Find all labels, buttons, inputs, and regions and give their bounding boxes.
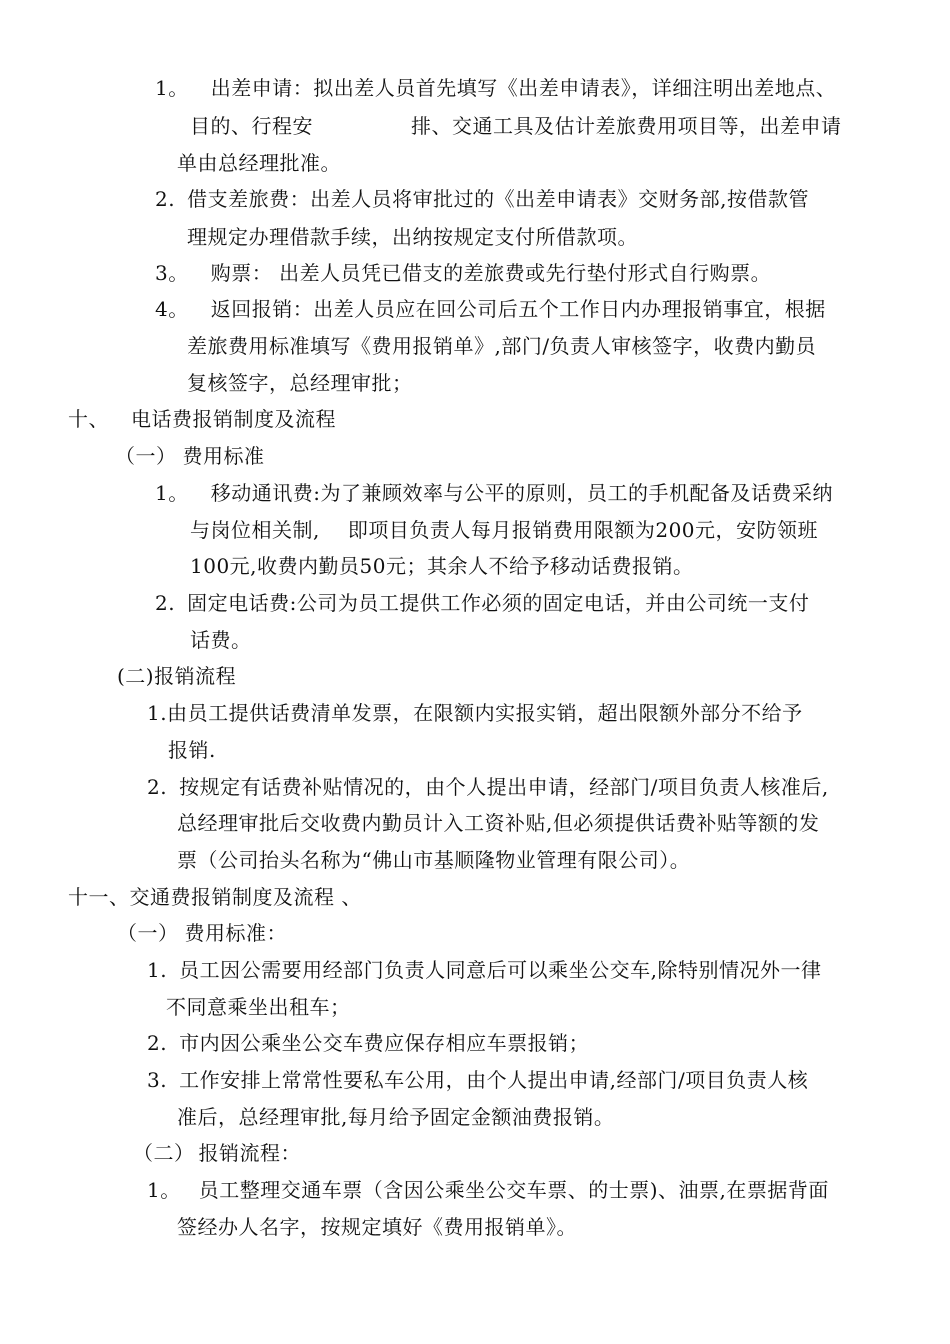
- s11-flow-1-line-2: 签经办人名字，按规定填好《费用报销单》。: [177, 1215, 577, 1239]
- s11-item-1-line-1: 1. 员工因公需要用经部门负责人同意后可以乘坐公交车,除特别情况外一律: [147, 958, 822, 982]
- s10-item-1-line-3: 100元,收费内勤员50元；其余人不给予移动话费报销。: [190, 554, 694, 578]
- s10-item-1-line-2: 与岗位相关制, 即项目负责人每月报销费用限额为200元，安防领班: [190, 518, 819, 542]
- s9-item-1-line-2: 目的、行程安 排、交通工具及估计差旅费用项目等，出差申请: [190, 114, 842, 138]
- s10-item-1-line-1: 1。 移动通讯费:为了兼顾效率与公平的原则，员工的手机配备及话费采纳: [155, 481, 833, 505]
- s10-flow-1-line-1: 1.由员工提供话费清单发票，在限额内实报实销，超出限额外部分不给予: [147, 701, 803, 725]
- s9-item-4-line-3: 复核签字，总经理审批；: [187, 371, 413, 395]
- s11-item-1-line-2: 不同意乘坐出租车；: [166, 995, 351, 1019]
- s10-flow-2-line-2: 总经理审批后交收费内勤员计入工资补贴,但必须提供话费补贴等额的发: [177, 811, 820, 835]
- s9-item-1-line-3: 单由总经理批准。: [177, 151, 341, 175]
- s9-item-2-line-2: 理规定办理借款手续，出纳按规定支付所借款项。: [187, 225, 638, 249]
- s11-sub-1-heading: （一） 费用标准：: [117, 921, 287, 945]
- s10-sub-1-heading: （一） 费用标准: [115, 444, 265, 468]
- s9-item-4-line-2: 差旅费用标准填写《费用报销单》,部门/负责人审核签字，收费内勤员: [187, 334, 817, 358]
- s10-flow-1-line-2: 报销.: [168, 738, 216, 762]
- s9-item-2-line-1: 2. 借支差旅费：出差人员将审批过的《出差申请表》交财务部,按借款管: [155, 187, 809, 211]
- s11-flow-1-line-1: 1。 员工整理交通车票（含因公乘坐公交车票、的士票)、油票,在票据背面: [147, 1178, 829, 1202]
- section-10-heading: 十、 电话费报销制度及流程: [68, 407, 336, 431]
- s10-flow-2-line-3: 票（公司抬头名称为“佛山市基顺隆物业管理有限公司）。: [177, 848, 691, 872]
- s11-item-3-line-1: 3. 工作安排上常常性要私车公用，由个人提出申请,经部门/项目负责人核: [147, 1068, 809, 1092]
- s10-item-2-line-1: 2. 固定电话费:公司为员工提供工作必须的固定电话，并由公司统一支付: [155, 591, 810, 615]
- s9-item-3-line-1: 3。 购票： 出差人员凭已借支的差旅费或先行垫付形式自行购票。: [155, 261, 772, 285]
- section-11-heading: 十一、交通费报销制度及流程 、: [68, 885, 362, 909]
- s10-flow-2-line-1: 2. 按规定有话费补贴情况的，由个人提出申请，经部门/项目负责人核准后,: [147, 775, 829, 799]
- s10-sub-2-heading: (二)报销流程: [117, 664, 237, 688]
- s10-item-2-line-2: 话费。: [190, 628, 252, 652]
- s11-item-2-line-1: 2. 市内因公乘坐公交车费应保存相应车票报销；: [147, 1031, 590, 1055]
- s11-item-3-line-2: 准后，总经理审批,每月给予固定金额油费报销。: [177, 1105, 615, 1129]
- s11-sub-2-heading: （二） 报销流程：: [133, 1141, 301, 1165]
- s9-item-4-line-1: 4。 返回报销：出差人员应在回公司后五个工作日内办理报销事宜，根据: [155, 297, 826, 321]
- s9-item-1-line-1: 1。 出差申请：拟出差人员首先填写《出差申请表》，详细注明出差地点、: [155, 76, 837, 100]
